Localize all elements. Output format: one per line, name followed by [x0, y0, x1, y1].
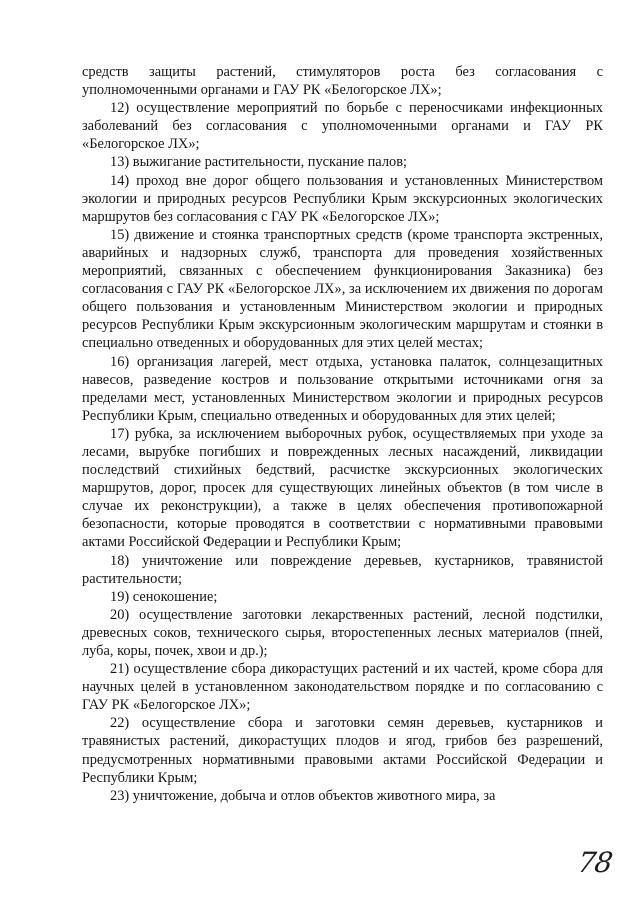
paragraph: 21) осуществление сбора дикорастущих растений и их частей, кроме сбора для научных целей в установленном законодательством порядке и по согласованию с ГАУ РК «Белогорское ЛХ»;	[82, 661, 603, 714]
paragraph: средств защиты растений, стимуляторов роста без согласования с уполномоченными органами и ГАУ РК «Белогорское ЛХ»;	[82, 64, 603, 99]
paragraph: 15) движение и стоянка транспортных средств (кроме транспорта экстренных, аварийных и надзорных служб, транспорта для проведения хозяйственных мероприятий, связанных с обеспечением функционирования Заказника) без согласования с ГАУ РК «Белогорское ЛХ», за исключением их движения по дорогам общего пользования и установленным Министерством экологии и природных ресурсов Республики Крым экскурсионным экологическим маршрутам и стоянки в специально отведенных и оборудованных для этих целей местах;	[82, 226, 603, 352]
paragraph: 12) осуществление мероприятий по борьбе с переносчиками инфекционных заболеваний без согласования с уполномоченными органами и ГАУ РК «Белогорское ЛХ»;	[82, 100, 603, 153]
paragraph: 13) выжигание растительности, пускание палов;	[110, 154, 407, 171]
paragraph: 16) организация лагерей, мест отдыха, установка палаток, солнцезащитных навесов, разведение костров и пользование открытыми источниками огня за пределами мест, установленных Министерством экологии и природных ресурсов Республики Крым, специально отведенных и оборудованных для этих целей;	[82, 353, 603, 424]
document-text	[82, 63, 603, 805]
paragraph: 18) уничтожение или повреждение деревьев, кустарников, травянистой растительности;	[82, 552, 603, 587]
paragraph: 22) осуществление сбора и заготовки семян деревьев, кустарников и травянистых растений, дикорастущих плодов и ягод, грибов без разрешений, предусмотренных нормативными правовыми актами Российской Федерации и Республики Крым;	[82, 715, 603, 786]
paragraph: 23) уничтожение, добыча и отлов объектов животного мира, за	[110, 787, 496, 804]
paragraph: 17) рубка, за исключением выборочных рубок, осуществляемых при уходе за лесами, вырубке погибших и поврежденных лесных насаждений, ликвидации последствий стихийных бедствий, расчистке экскурсионных экологических маршрутов, дорог, просек для существующих линейных объектов (в том числе в случае их реконструкции), а также в целях обеспечения противопожарной безопасности, которые проводятся в соответствии с нормативными правовыми актами Российской Федерации и Республики Крым;	[82, 425, 603, 551]
paragraph: 19) сенокошение;	[110, 588, 218, 605]
paragraph: 14) проход вне дорог общего пользования и установленных Министерством экологии и природных ресурсов Республики Крым экскурсионных экологических маршрутов без согласования с ГАУ РК «Белогорское ЛХ»;	[82, 172, 603, 225]
page-number: 78	[575, 846, 615, 879]
paragraph: 20) осуществление заготовки лекарственных растений, лесной подстилки, древесных соков, технического сырья, второстепенных лесных материалов (пней, луба, коры, почек, хвои и др.);	[82, 606, 603, 659]
